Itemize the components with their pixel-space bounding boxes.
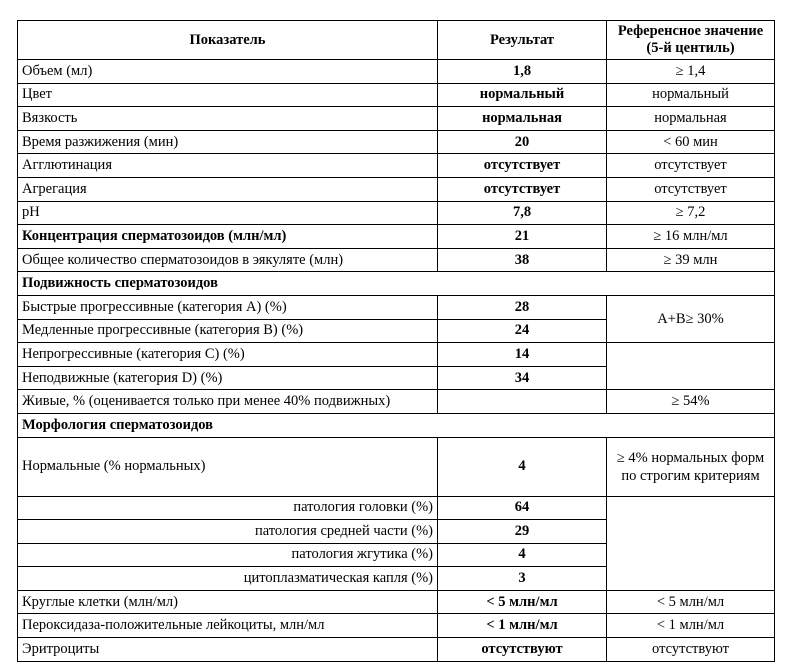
- row-liquefaction-result: 20: [438, 130, 607, 154]
- row-peroxidase-leukocytes-ref: < 1 млн/мл: [607, 614, 775, 638]
- table-header-row: [18, 21, 775, 60]
- row-color-result: нормальный: [438, 83, 607, 107]
- row-alive-result: [438, 390, 607, 414]
- row-concentration-name: Концентрация сперматозоидов (млн/мл): [18, 225, 438, 249]
- row-volume-ref: ≥ 1,4: [607, 60, 775, 84]
- row-volume-result: 1,8: [438, 60, 607, 84]
- row-pathology-ref-empty: [607, 496, 775, 590]
- row-non-progressive-result: 14: [438, 343, 607, 367]
- row-ph-ref: ≥ 7,2: [607, 201, 775, 225]
- row-concentration-ref: ≥ 16 млн/мл: [607, 225, 775, 249]
- table-row: [18, 83, 775, 107]
- row-viscosity-name: Вязкость: [18, 107, 438, 131]
- row-progressive-ref: A+B≥ 30%: [607, 295, 775, 342]
- row-alive-ref: ≥ 54%: [607, 390, 775, 414]
- row-cytoplasmic-droplet-result: 3: [438, 567, 607, 591]
- row-viscosity-ref: нормальная: [607, 107, 775, 131]
- row-agglutination-result: отсутствует: [438, 154, 607, 178]
- row-concentration-result: 21: [438, 225, 607, 249]
- table-row: [18, 154, 775, 178]
- section-motility-title: Подвижность сперматозоидов: [18, 272, 775, 296]
- row-peroxidase-leukocytes-result: < 1 млн/мл: [438, 614, 607, 638]
- row-round-cells-ref: < 5 млн/мл: [607, 590, 775, 614]
- row-viscosity-result: нормальная: [438, 107, 607, 131]
- row-ph-name: pH: [18, 201, 438, 225]
- row-round-cells-name: Круглые клетки (млн/мл): [18, 590, 438, 614]
- table-row: [18, 225, 775, 249]
- table-row: [18, 201, 775, 225]
- row-midpiece-pathology-name: патология средней части (%): [18, 520, 438, 544]
- row-aggregation-name: Агрегация: [18, 177, 438, 201]
- table-row: [18, 614, 775, 638]
- table-row: [18, 590, 775, 614]
- semen-analysis-table: [17, 20, 775, 662]
- row-fast-progressive-name: Быстрые прогрессивные (категория A) (%): [18, 295, 438, 319]
- row-total-count-name: Общее количество сперматозоидов в эякуляте (млн): [18, 248, 438, 272]
- row-slow-progressive-name: Медленные прогрессивные (категория B) (%): [18, 319, 438, 343]
- header-reference: Референсное значение (5-й центиль): [607, 21, 775, 60]
- row-erythrocytes-ref: отсутствуют: [607, 638, 775, 662]
- row-normal-forms-ref: ≥ 4% нормальных форм по строгим критериям: [607, 437, 775, 496]
- row-total-count-ref: ≥ 39 млн: [607, 248, 775, 272]
- section-row-morphology: [18, 413, 775, 437]
- table-row: [18, 107, 775, 131]
- row-immotile-result: 34: [438, 366, 607, 390]
- row-color-ref: нормальный: [607, 83, 775, 107]
- row-midpiece-pathology-result: 29: [438, 520, 607, 544]
- row-non-progressive-ref-empty: [607, 343, 775, 390]
- table-row: [18, 60, 775, 84]
- row-erythrocytes-result: отсутствуют: [438, 638, 607, 662]
- row-aggregation-ref: отсутствует: [607, 177, 775, 201]
- table-row: [18, 638, 775, 662]
- header-result: Результат: [438, 21, 607, 60]
- row-liquefaction-name: Время разжижения (мин): [18, 130, 438, 154]
- row-cytoplasmic-droplet-name: цитоплазматическая капля (%): [18, 567, 438, 591]
- section-row-motility: [18, 272, 775, 296]
- table-row: [18, 496, 775, 520]
- row-tail-pathology-name: патология жгутика (%): [18, 543, 438, 567]
- section-morphology-title: Морфология сперматозоидов: [18, 413, 775, 437]
- row-agglutination-name: Агглютинация: [18, 154, 438, 178]
- table-row: [18, 295, 775, 319]
- row-ph-result: 7,8: [438, 201, 607, 225]
- row-head-pathology-result: 64: [438, 496, 607, 520]
- row-color-name: Цвет: [18, 83, 438, 107]
- row-non-progressive-name: Непрогрессивные (категория C) (%): [18, 343, 438, 367]
- row-agglutination-ref: отсутствует: [607, 154, 775, 178]
- table-row: [18, 130, 775, 154]
- row-erythrocytes-name: Эритроциты: [18, 638, 438, 662]
- row-peroxidase-leukocytes-name: Пероксидаза-положительные лейкоциты, млн/мл: [18, 614, 438, 638]
- row-normal-forms-name: Нормальные (% нормальных): [18, 437, 438, 496]
- table-row: [18, 390, 775, 414]
- table-row: [18, 437, 775, 496]
- table-row: [18, 343, 775, 367]
- header-indicator: Показатель: [18, 21, 438, 60]
- table-row: [18, 248, 775, 272]
- row-fast-progressive-result: 28: [438, 295, 607, 319]
- row-head-pathology-name: патология головки (%): [18, 496, 438, 520]
- row-slow-progressive-result: 24: [438, 319, 607, 343]
- row-normal-forms-result: 4: [438, 437, 607, 496]
- row-total-count-result: 38: [438, 248, 607, 272]
- row-alive-name: Живые, % (оценивается только при менее 40% подвижных): [18, 390, 438, 414]
- row-tail-pathology-result: 4: [438, 543, 607, 567]
- row-liquefaction-ref: < 60 мин: [607, 130, 775, 154]
- row-round-cells-result: < 5 млн/мл: [438, 590, 607, 614]
- row-aggregation-result: отсутствует: [438, 177, 607, 201]
- table-row: [18, 177, 775, 201]
- row-volume-name: Объем (мл): [18, 60, 438, 84]
- row-immotile-name: Неподвижные (категория D) (%): [18, 366, 438, 390]
